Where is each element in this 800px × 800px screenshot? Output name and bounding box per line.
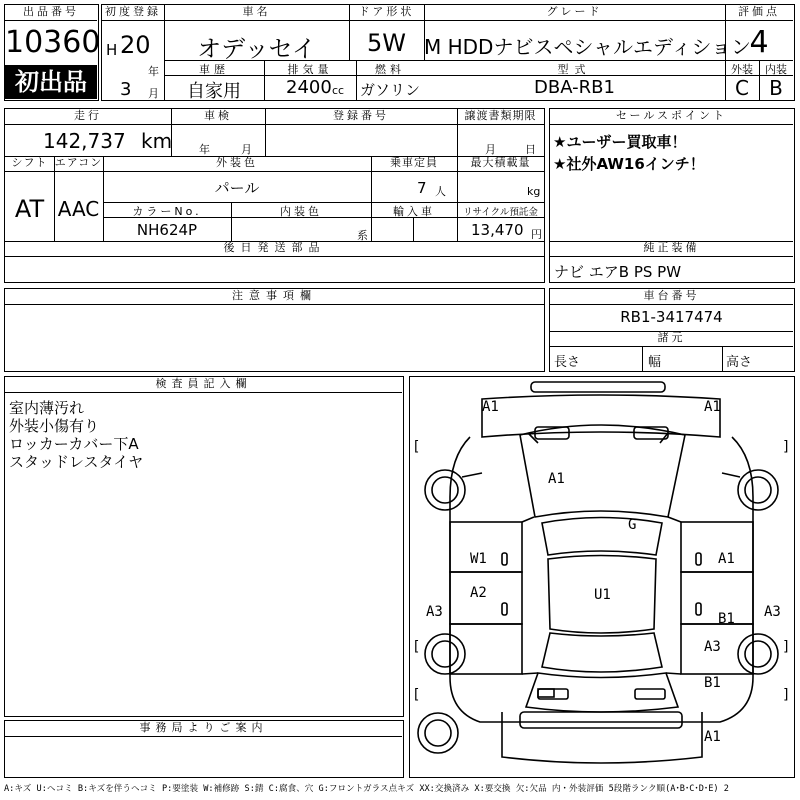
details-box <box>4 108 545 283</box>
model: DBA-RB1 <box>534 77 615 98</box>
bracket-right-3: ] <box>782 639 791 655</box>
disp-unit: cc <box>332 84 345 97</box>
door-type: 5W <box>367 29 406 57</box>
model-label: 型式 <box>557 63 592 76</box>
first-listing-badge: 初出品 <box>5 65 97 99</box>
notes-box <box>4 288 545 372</box>
office-label: 事務局よりご案内 <box>5 721 402 737</box>
ext-grade: C <box>735 76 749 100</box>
int-grade: B <box>769 76 783 100</box>
chassis-label: 車台番号 <box>550 289 793 305</box>
inspection-label: 車検 <box>171 109 265 125</box>
bracket-left-2: [ <box>412 687 421 703</box>
inspector-note-4: スタッドレスタイヤ <box>9 453 144 471</box>
mileage-unit: km <box>141 129 173 153</box>
month-unit: 月 <box>148 87 159 100</box>
max-load-unit: kg <box>527 185 541 198</box>
mark-hood: A1 <box>548 471 565 487</box>
car-outline <box>410 377 793 776</box>
mark-roof: U1 <box>594 587 611 603</box>
reg-no-label: 登録番号 <box>265 109 457 125</box>
mark-right-front-door: A1 <box>718 551 735 567</box>
lot-box <box>4 4 99 101</box>
inspector-box <box>4 376 404 717</box>
insp-month: 月 <box>241 143 252 156</box>
inspector-note-2: 外装小傷有り <box>9 417 100 435</box>
selling-label: セールスポイント <box>550 109 793 125</box>
history: 自家用 <box>187 81 241 102</box>
selling-box <box>549 108 795 283</box>
grade-label: グレード <box>424 5 725 21</box>
score: 4 <box>749 25 769 60</box>
damage-diagram <box>409 376 795 778</box>
capacity-unit: 人 <box>435 185 446 198</box>
car-name-label: 車名 <box>164 5 349 21</box>
notes-label: 注意事項欄 <box>5 289 544 305</box>
selling-point-1: ★ユーザー買取車！ <box>553 133 687 151</box>
spec-header-box <box>101 4 795 101</box>
mark-rear-right: B1 <box>704 675 721 691</box>
doc-month: 月 <box>485 143 496 156</box>
mark-left-front-door: W1 <box>470 551 487 567</box>
mark-right-rear-door: B1 <box>718 611 735 627</box>
door-label: ドア形状 <box>349 5 424 21</box>
recycle-label: リサイクル預託金 <box>463 207 538 218</box>
score-label: 評価点 <box>725 5 793 21</box>
mark-right-rocker: A3 <box>764 604 781 620</box>
mark-rear-bumper: A1 <box>704 729 721 745</box>
mark-front-left: A1 <box>482 399 499 415</box>
capacity-label: 乗車定員 <box>371 156 457 172</box>
bracket-right-2: ] <box>782 687 791 703</box>
displacement: 2400 <box>286 77 332 98</box>
mark-front-right: A1 <box>704 399 721 415</box>
ext-label: 外装 <box>731 63 753 76</box>
bracket-left-1: [ <box>412 439 421 455</box>
mileage: 142,737 <box>43 129 126 153</box>
doc-deadline-label: 譲渡書類期限 <box>457 109 544 125</box>
chassis-number: RB1-3417474 <box>620 308 723 326</box>
reg-month: 3 <box>120 79 132 100</box>
selling-point-2: ★社外AW16インチ！ <box>553 155 705 173</box>
grade: M HDDナビスペシャルエディション <box>424 35 752 59</box>
int-label: 内装 <box>765 63 787 76</box>
mark-right-quarter: A3 <box>704 639 721 655</box>
doc-day: 日 <box>525 143 536 156</box>
reg-label: 初度登録 <box>102 5 164 21</box>
fuel: ガソリン <box>359 81 420 99</box>
width-label: 幅 <box>648 355 662 370</box>
ac-label: エアコン <box>54 156 103 172</box>
mark-left-rocker: A3 <box>426 604 443 620</box>
max-load-label: 最大積載量 <box>457 156 544 172</box>
shift-label: シフト <box>5 156 54 172</box>
recycle-fee: 13,470 <box>471 221 524 239</box>
capacity: 7 <box>417 179 427 197</box>
inspector-note-1: 室内薄汚れ <box>9 399 85 417</box>
inspector-label: 検査員記入欄 <box>5 377 402 393</box>
length-label: 長さ <box>554 355 581 370</box>
car-name: オデッセイ <box>197 35 316 63</box>
height-label: 高さ <box>726 355 753 370</box>
disp-label: 排気量 <box>287 63 333 76</box>
history-label: 車歴 <box>199 63 229 76</box>
equipment: ナビ エアB PS PW <box>554 263 682 281</box>
era: H <box>106 41 118 59</box>
color-no: NH624P <box>136 221 198 239</box>
shift: AT <box>14 195 45 223</box>
insp-year: 年 <box>199 143 210 156</box>
bracket-left-3: [ <box>412 639 421 655</box>
color-no-label: カラーNo. <box>132 205 202 218</box>
int-color-label: 内装色 <box>280 205 322 218</box>
mark-windshield: G <box>628 517 637 533</box>
lot-label: 出品番号 <box>5 5 97 21</box>
inspector-note-3: ロッカーカバー下A <box>9 435 139 453</box>
import-label: 輸入車 <box>393 205 435 218</box>
office-box <box>4 720 404 778</box>
fuel-label: 燃料 <box>375 63 405 76</box>
parts-label: 後日発送部品 <box>5 241 544 257</box>
ext-color: パール <box>214 179 260 197</box>
bracket-right-1: ] <box>782 439 791 455</box>
reg-year: 20 <box>120 31 151 59</box>
lot-number: 10360 <box>5 25 101 60</box>
ext-color-label: 外装色 <box>103 156 371 172</box>
dims-label: 諸元 <box>550 331 793 347</box>
ac: AAC <box>57 197 100 221</box>
mark-left-rear-door: A2 <box>470 585 487 601</box>
legend: A:キズ U:ヘコミ B:キズを伴うヘコミ P:要塗装 W:補修跡 S:錆 C:腐食、穴 G:フロントガラス点キズ XX:交換済み X:要交換 欠:欠品 内・外装評価 5段階ランク順(A･B･C･D･E) 2 <box>4 784 729 794</box>
chassis-box <box>549 288 795 372</box>
int-color-unit: 系 <box>357 229 368 242</box>
mileage-label: 走行 <box>5 109 171 125</box>
equipment-label: 純正装備 <box>550 241 793 257</box>
recycle-unit: 円 <box>531 228 542 241</box>
year-unit: 年 <box>148 65 159 78</box>
